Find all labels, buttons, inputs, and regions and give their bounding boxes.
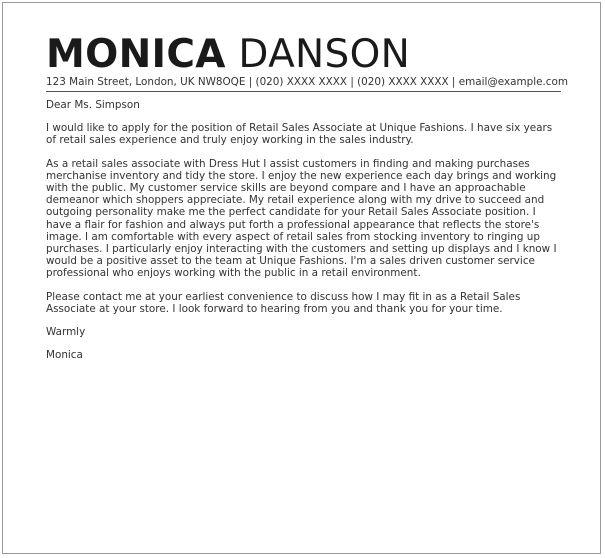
letter-content: [46, 3, 568, 362]
applicant-first-name: MONICA: [46, 32, 226, 77]
intro-paragraph: I would like to apply for the position of Retail Sales Associate at Unique Fashions. I have six years of retail sales experience and truly enjoy working in the sales industry.: [46, 122, 553, 147]
signature: Monica: [46, 349, 83, 362]
applicant-last-name: DANSON: [238, 32, 411, 77]
experience-paragraph: As a retail sales associate with Dress Hut I assist customers in finding and making purchases merchanise inventory and tidy the store. I enjoy the new experience each day brings and working with the public. My customer service skills are beyond compare and I have an approachable demeanor which shoppers appreciate. My retail experience along with my drive to succeed and outgoing personality make me the perfect candidate for your Retail Sales Associate position. I have a flair for fashion and always put forth a professional appearance that reflects the store's image. I am comfortable with every aspect of retail sales from stocking inventory to ringing up purchases. I particularly enjoy interacting with the customers and setting up displays and I know I would be a positive asset to the team at Unique Fashions. I'm a sales driven customer service professional who enjoys working with the public in a retail environment.: [46, 157, 557, 280]
closing-paragraph: Please contact me at your earliest convenience to discuss how I may fit in as a Retail Sales Associate at your store. I look forward to hearing from you and thank you for your time.: [46, 290, 521, 315]
contact-line: 123 Main Street, London, UK NW8OQE | (020) XXXX XXXX | (020) XXXX XXXX | email@example.com: [46, 76, 561, 92]
applicant-name: [46, 32, 561, 77]
letter-body: [46, 99, 561, 361]
complimentary-close: Warmly: [46, 326, 86, 339]
letter-page: [2, 2, 601, 554]
salutation: Dear Ms. Simpson: [46, 99, 140, 111]
